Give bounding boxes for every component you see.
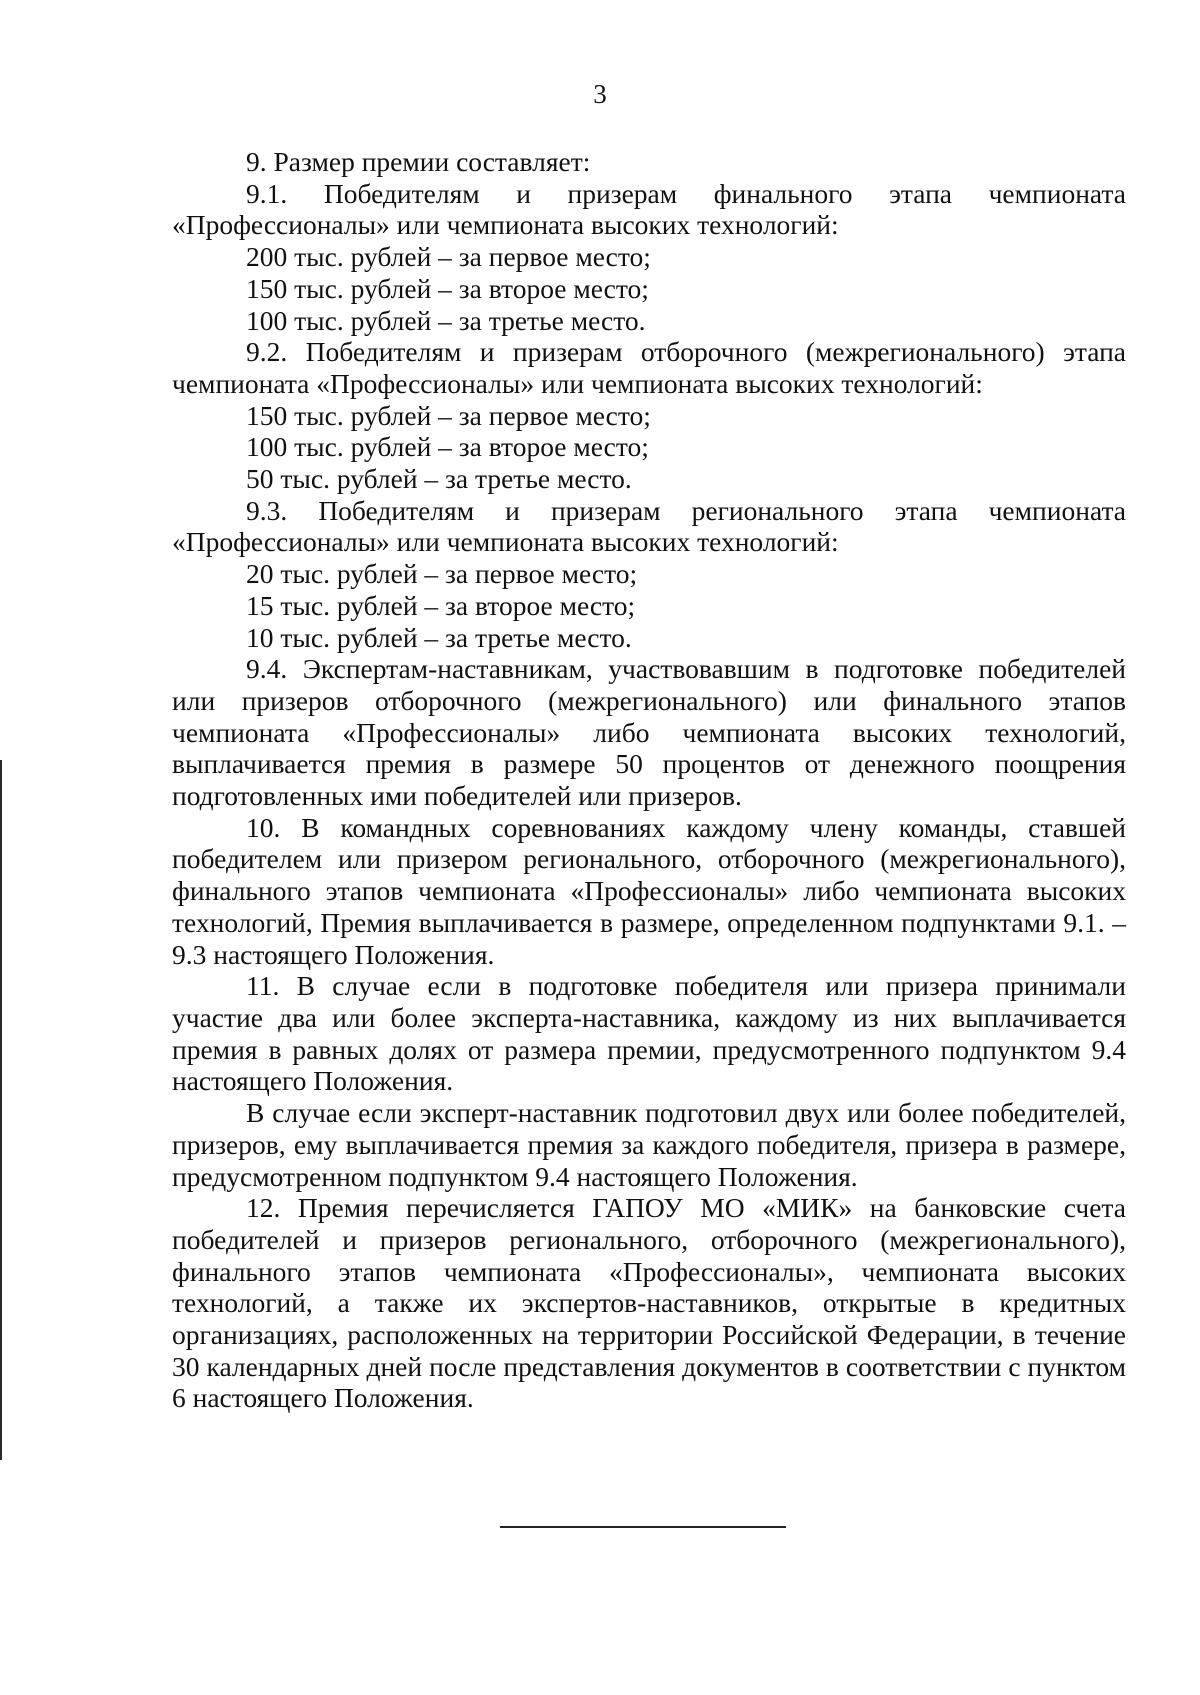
paragraph-9-1: 9.1. Победителям и призерам финального этапа чемпионата «Профессионалы» или чемпионата высоких технологий: — [172, 177, 1126, 241]
paragraph-9-3: 9.3. Победителям и призерам регионального этапа чемпионата «Профессионалы» или чемпионата высоких технологий: — [172, 494, 1126, 558]
prize-line: 50 тыс. рублей – за третье место. — [246, 463, 632, 495]
paragraph-11: 11. В случае если в подготовке победителя или призера принимали участие два или более эксперта-наставника, каждому из них выплачивается премия в равных долях от размера премии, предусмотренного подпунктом 9.4 настоящего Положения. — [172, 970, 1126, 1097]
prize-line: 10 тыс. рублей – за третье место. — [246, 621, 632, 653]
paragraph-9-2: 9.2. Победителям и призерам отборочного (межрегионального) этапа чемпионата «Профессионалы» или чемпионата высоких технологий: — [172, 336, 1126, 399]
prize-line: 150 тыс. рублей – за второе место; — [246, 272, 649, 304]
end-of-document-rule — [500, 1526, 786, 1528]
scan-edge-mark — [0, 760, 2, 1460]
prize-line: 100 тыс. рублей – за третье место. — [246, 304, 646, 336]
paragraph-10: 10. В командных соревнованиях каждому члену команды, ставшей победителем или призером регионального, отборочного (межрегионального), финального этапов чемпионата «Профессионалы» либо чемпионата высоких технологий, Премия выплачивается в размере, определенном подпунктами 9.1. – 9.3 настоящего Положения. — [172, 811, 1126, 970]
prize-line: 200 тыс. рублей – за первое место; — [246, 241, 651, 273]
prize-line: 20 тыс. рублей – за первое место; — [246, 558, 638, 590]
page-number: 3 — [593, 79, 607, 109]
paragraph-12: 12. Премия перечисляется ГАПОУ МО «МИК» на банковские счета победителей и призеров регионального, отборочного (межрегионального), финального этапов чемпионата «Профессионалы», чемпионата высоких технологий, а также их экспертов-наставников, открытые в кредитных организациях, расположенных на территории Российской Федерации, в течение 30 календарных дней после представления документов в соответствии с пунктом 6 настоящего Положения. — [172, 1192, 1126, 1414]
prize-line: 100 тыс. рублей – за второе место; — [246, 431, 649, 463]
prize-line: 15 тыс. рублей – за второе место; — [246, 589, 636, 621]
document-body — [172, 146, 1126, 1414]
paragraph-11-continued: В случае если эксперт-наставник подготовил двух или более победителей, призеров, ему выплачивается премия за каждого победителя, призера в размере, предусмотренном подпунктом 9.4 настоящего Положения. — [172, 1097, 1126, 1192]
prize-line: 150 тыс. рублей – за первое место; — [246, 399, 651, 431]
paragraph-9: 9. Размер премии составляет: — [246, 146, 591, 177]
paragraph-9-4: 9.4. Экспертам-наставникам, участвовавшим в подготовке победителей или призеров отборочного (межрегионального) или финального этапов чемпионата «Профессионалы» либо чемпионата высоких технологий, выплачивается премия в размере 50 процентов от денежного поощрения подготовленных ими победителей или призеров. — [172, 653, 1126, 812]
